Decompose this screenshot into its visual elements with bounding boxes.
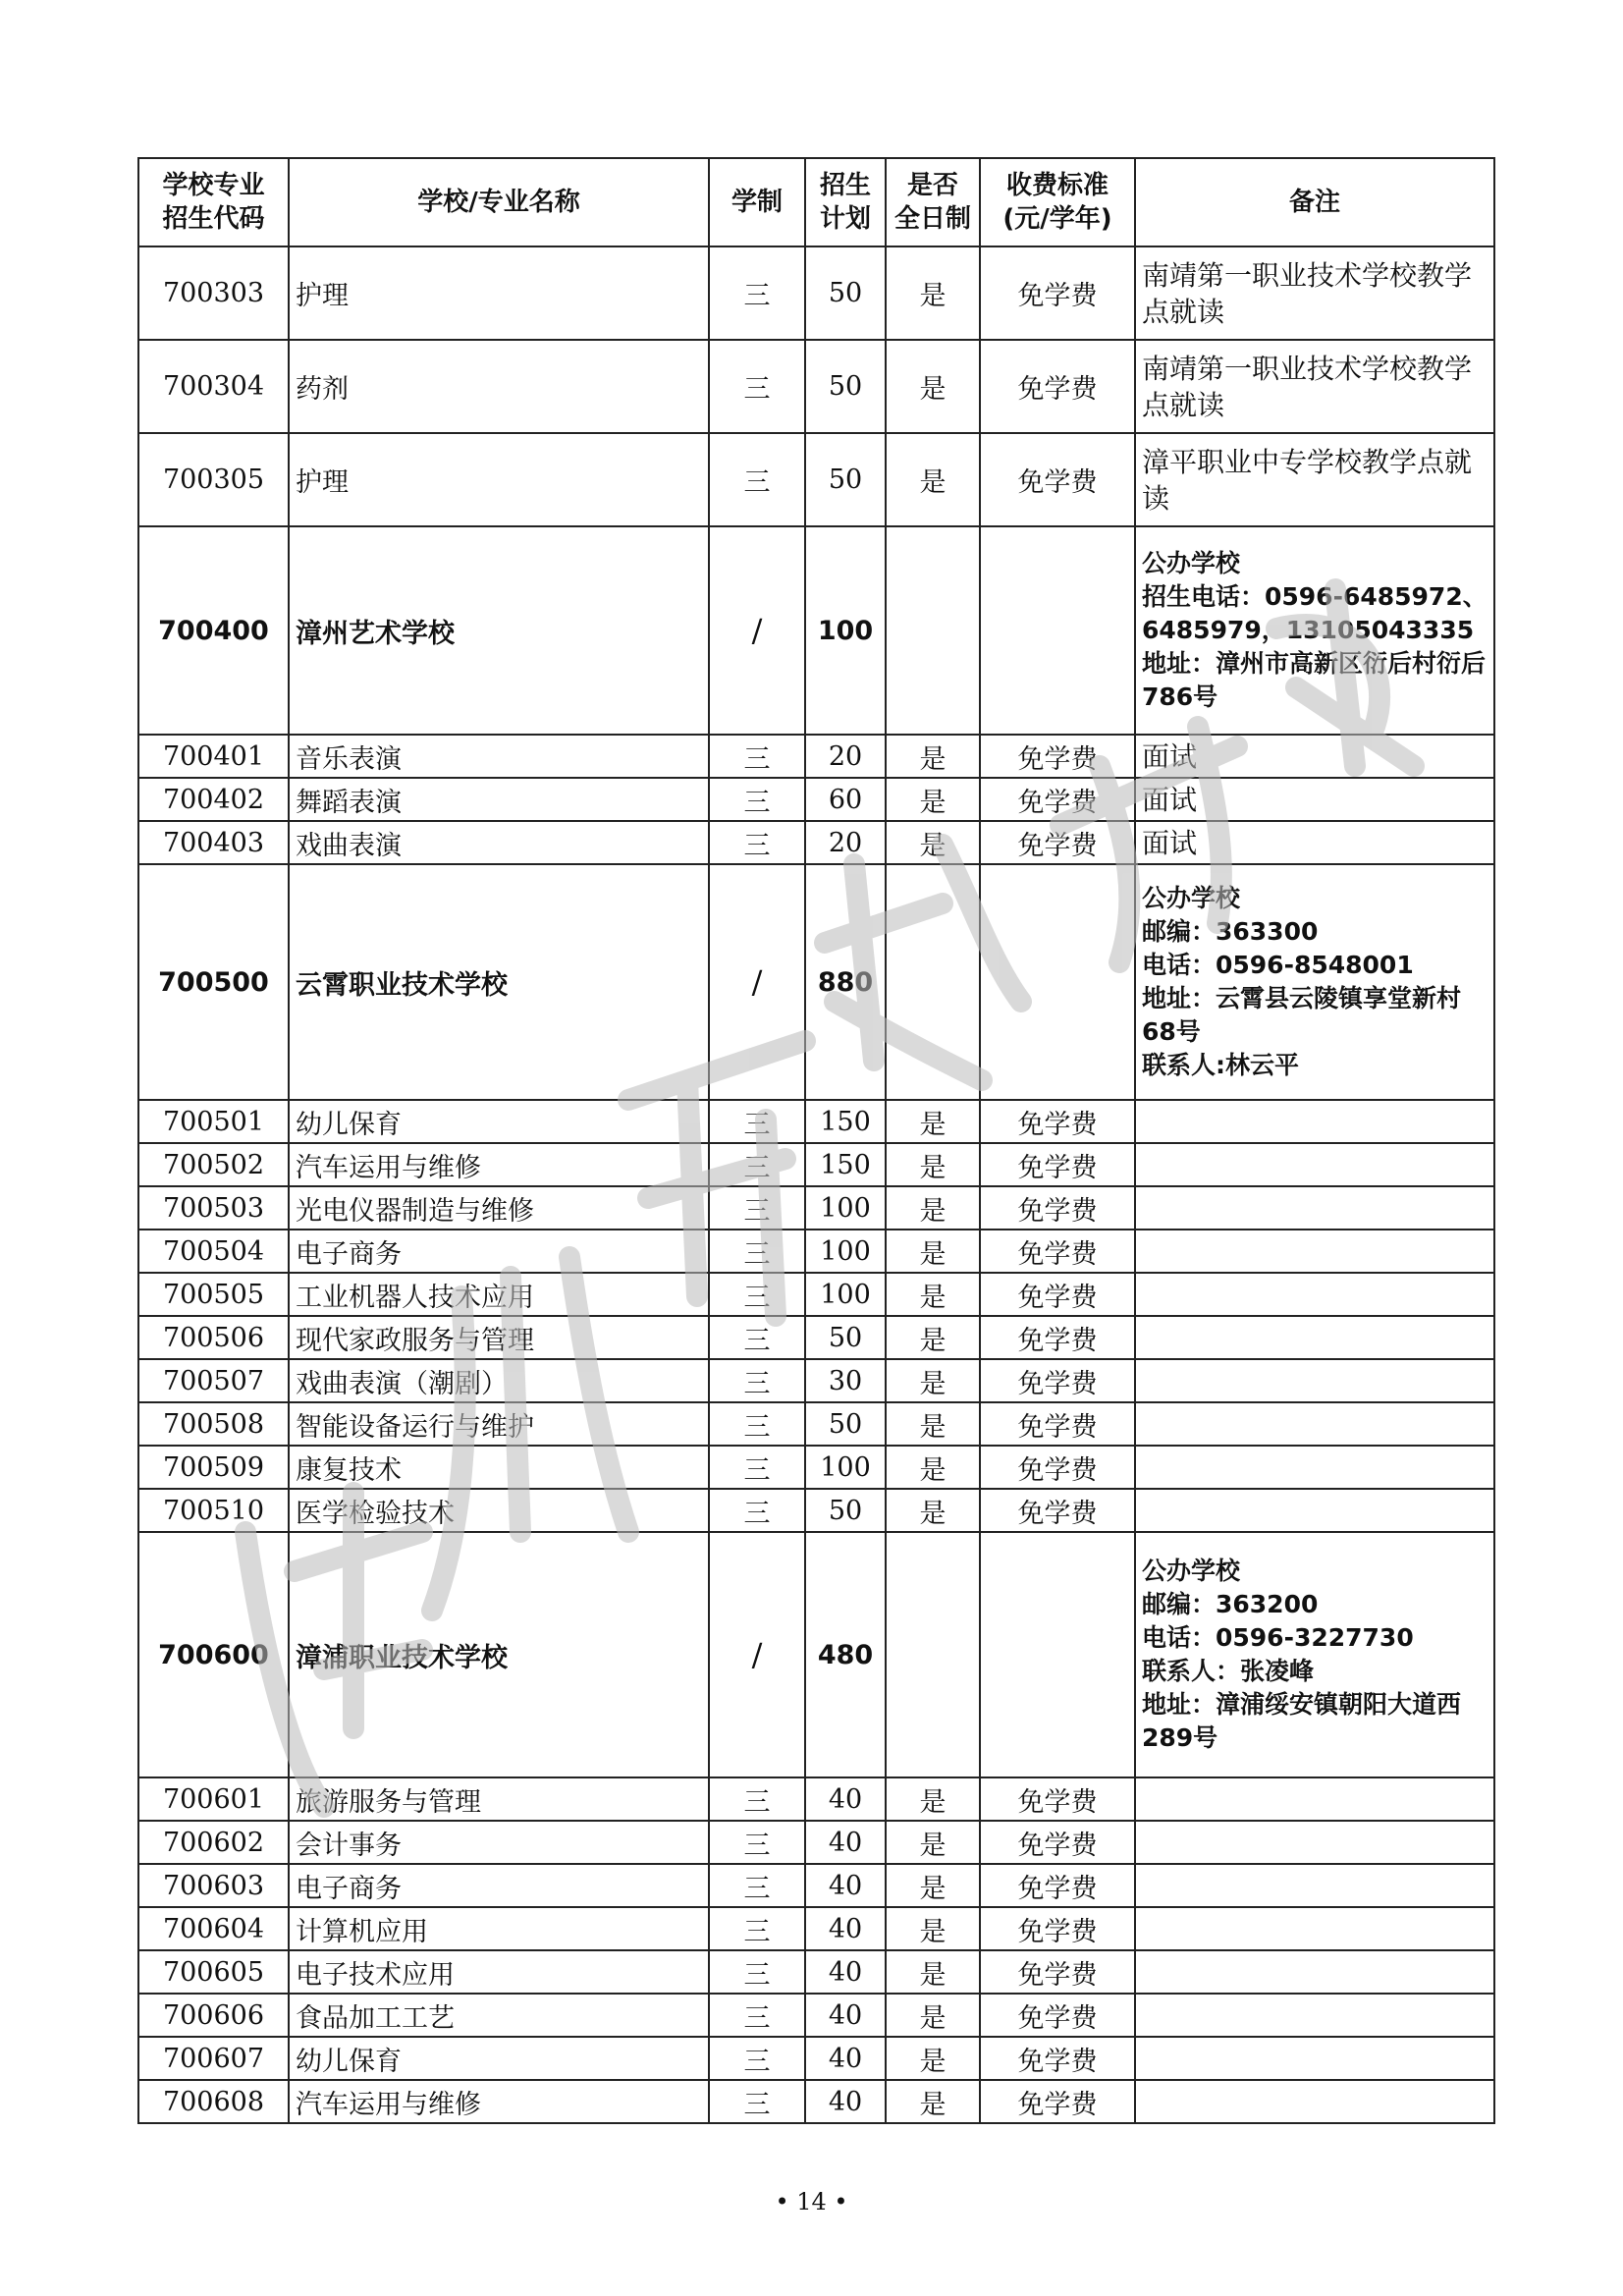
major-note bbox=[1135, 1186, 1494, 1230]
major-fee: 免学费 bbox=[980, 1359, 1135, 1402]
header-years: 学制 bbox=[709, 158, 805, 246]
major-fee: 免学费 bbox=[980, 821, 1135, 864]
major-plan: 50 bbox=[805, 1489, 886, 1532]
major-plan: 40 bbox=[805, 1821, 886, 1864]
major-name: 会计事务 bbox=[289, 1821, 709, 1864]
major-fulltime: 是 bbox=[886, 2080, 980, 2123]
major-plan: 40 bbox=[805, 2037, 886, 2080]
major-years: 三 bbox=[709, 2037, 805, 2080]
major-years: 三 bbox=[709, 1821, 805, 1864]
major-name: 幼儿保育 bbox=[289, 1100, 709, 1143]
major-years: 三 bbox=[709, 340, 805, 433]
major-note bbox=[1135, 1777, 1494, 1821]
major-name: 戏曲表演（潮剧） bbox=[289, 1359, 709, 1402]
major-note bbox=[1135, 1446, 1494, 1489]
major-years: 三 bbox=[709, 1316, 805, 1359]
major-fulltime: 是 bbox=[886, 433, 980, 526]
school-code: 700400 bbox=[138, 526, 289, 735]
major-fulltime: 是 bbox=[886, 246, 980, 340]
major-code: 700401 bbox=[138, 735, 289, 778]
major-code: 700601 bbox=[138, 1777, 289, 1821]
major-code: 700509 bbox=[138, 1446, 289, 1489]
school-note bbox=[1135, 526, 1494, 735]
major-code: 700506 bbox=[138, 1316, 289, 1359]
major-name: 电子商务 bbox=[289, 1864, 709, 1907]
major-name: 戏曲表演 bbox=[289, 821, 709, 864]
table-row bbox=[138, 1446, 1494, 1489]
major-note bbox=[1135, 1907, 1494, 1950]
major-note bbox=[1135, 1316, 1494, 1359]
major-note bbox=[1135, 2080, 1494, 2123]
major-plan: 50 bbox=[805, 340, 886, 433]
major-code: 700510 bbox=[138, 1489, 289, 1532]
major-plan: 40 bbox=[805, 1864, 886, 1907]
header-fulltime: 是否 全日制 bbox=[886, 158, 980, 246]
header-fee: 收费标准 (元/学年) bbox=[980, 158, 1135, 246]
major-fee: 免学费 bbox=[980, 1186, 1135, 1230]
table-row bbox=[138, 1950, 1494, 1994]
major-plan: 40 bbox=[805, 1950, 886, 1994]
major-fulltime: 是 bbox=[886, 1994, 980, 2037]
major-fee: 免学费 bbox=[980, 1402, 1135, 1446]
school-note-line: 公办学校 bbox=[1142, 884, 1241, 912]
major-name: 电子商务 bbox=[289, 1230, 709, 1273]
table-row bbox=[138, 1100, 1494, 1143]
school-row bbox=[138, 1532, 1494, 1777]
major-plan: 40 bbox=[805, 1777, 886, 1821]
major-plan: 40 bbox=[805, 1907, 886, 1950]
major-fulltime: 是 bbox=[886, 1777, 980, 1821]
table-row bbox=[138, 1821, 1494, 1864]
major-name: 现代家政服务与管理 bbox=[289, 1316, 709, 1359]
major-plan: 40 bbox=[805, 2080, 886, 2123]
major-fee: 免学费 bbox=[980, 1100, 1135, 1143]
major-note: 漳平职业中专学校教学点就读 bbox=[1135, 433, 1494, 526]
school-note-line: 公办学校 bbox=[1142, 549, 1241, 577]
major-fulltime: 是 bbox=[886, 1316, 980, 1359]
major-fee: 免学费 bbox=[980, 246, 1135, 340]
table-row bbox=[138, 1994, 1494, 2037]
major-fee: 免学费 bbox=[980, 1821, 1135, 1864]
major-fee: 免学费 bbox=[980, 1273, 1135, 1316]
major-code: 700603 bbox=[138, 1864, 289, 1907]
major-fee: 免学费 bbox=[980, 778, 1135, 821]
major-fulltime: 是 bbox=[886, 1907, 980, 1950]
table-row bbox=[138, 1864, 1494, 1907]
major-fee: 免学费 bbox=[980, 1864, 1135, 1907]
major-years: 三 bbox=[709, 821, 805, 864]
table-row bbox=[138, 1316, 1494, 1359]
major-code: 700608 bbox=[138, 2080, 289, 2123]
major-years: 三 bbox=[709, 1143, 805, 1186]
table-row bbox=[138, 246, 1494, 340]
major-fee: 免学费 bbox=[980, 2037, 1135, 2080]
major-fulltime: 是 bbox=[886, 1186, 980, 1230]
major-note bbox=[1135, 1864, 1494, 1907]
table-row bbox=[138, 2080, 1494, 2123]
major-plan: 150 bbox=[805, 1143, 886, 1186]
school-code: 700600 bbox=[138, 1532, 289, 1777]
major-years: 三 bbox=[709, 1402, 805, 1446]
school-note bbox=[1135, 1532, 1494, 1777]
major-fee: 免学费 bbox=[980, 1230, 1135, 1273]
school-row bbox=[138, 526, 1494, 735]
major-years: 三 bbox=[709, 1359, 805, 1402]
major-years: 三 bbox=[709, 735, 805, 778]
major-name: 汽车运用与维修 bbox=[289, 2080, 709, 2123]
major-fulltime: 是 bbox=[886, 778, 980, 821]
major-years: 三 bbox=[709, 2080, 805, 2123]
major-years: 三 bbox=[709, 1994, 805, 2037]
major-name: 护理 bbox=[289, 246, 709, 340]
major-fee: 免学费 bbox=[980, 1950, 1135, 1994]
major-note bbox=[1135, 1489, 1494, 1532]
major-name: 音乐表演 bbox=[289, 735, 709, 778]
major-note bbox=[1135, 1359, 1494, 1402]
major-code: 700505 bbox=[138, 1273, 289, 1316]
major-plan: 20 bbox=[805, 821, 886, 864]
major-plan: 50 bbox=[805, 1402, 886, 1446]
table-row bbox=[138, 1907, 1494, 1950]
major-code: 700303 bbox=[138, 246, 289, 340]
major-fulltime: 是 bbox=[886, 1402, 980, 1446]
school-code: 700500 bbox=[138, 864, 289, 1100]
school-note-line: 邮编：363300 bbox=[1142, 917, 1319, 946]
major-years: 三 bbox=[709, 1186, 805, 1230]
major-fulltime: 是 bbox=[886, 1359, 980, 1402]
school-note-line: 地址：漳浦绥安镇朝阳大道西289号 bbox=[1142, 1690, 1462, 1752]
major-plan: 100 bbox=[805, 1446, 886, 1489]
major-years: 三 bbox=[709, 1950, 805, 1994]
major-years: 三 bbox=[709, 1446, 805, 1489]
major-name: 药剂 bbox=[289, 340, 709, 433]
header-code: 学校专业 招生代码 bbox=[138, 158, 289, 246]
major-fulltime: 是 bbox=[886, 1950, 980, 1994]
table-row bbox=[138, 1359, 1494, 1402]
school-note-line: 电话：0596-8548001 bbox=[1142, 951, 1414, 979]
major-fee: 免学费 bbox=[980, 1907, 1135, 1950]
major-fee: 免学费 bbox=[980, 1994, 1135, 2037]
major-name: 食品加工工艺 bbox=[289, 1994, 709, 2037]
major-plan: 50 bbox=[805, 433, 886, 526]
major-code: 700502 bbox=[138, 1143, 289, 1186]
school-note-line: 电话：0596-3227730 bbox=[1142, 1623, 1414, 1652]
enrollment-table bbox=[137, 157, 1495, 2124]
major-fulltime: 是 bbox=[886, 340, 980, 433]
school-note bbox=[1135, 864, 1494, 1100]
major-fee: 免学费 bbox=[980, 1446, 1135, 1489]
major-fulltime: 是 bbox=[886, 1230, 980, 1273]
school-note-line: 联系人:林云平 bbox=[1142, 1051, 1299, 1079]
school-fee bbox=[980, 526, 1135, 735]
school-note-line: 公办学校 bbox=[1142, 1557, 1241, 1585]
school-row bbox=[138, 864, 1494, 1100]
school-note-line: 招生电话：0596-6485972、6485979，13105043335 bbox=[1142, 582, 1488, 644]
table-row bbox=[138, 340, 1494, 433]
major-fulltime: 是 bbox=[886, 1489, 980, 1532]
school-note-line: 地址：云霄县云陵镇享堂新村68号 bbox=[1142, 984, 1462, 1046]
school-name: 云霄职业技术学校 bbox=[289, 864, 709, 1100]
major-plan: 100 bbox=[805, 1230, 886, 1273]
major-fulltime: 是 bbox=[886, 1446, 980, 1489]
major-name: 工业机器人技术应用 bbox=[289, 1273, 709, 1316]
major-years: 三 bbox=[709, 1907, 805, 1950]
school-years: / bbox=[709, 864, 805, 1100]
major-plan: 60 bbox=[805, 778, 886, 821]
major-fulltime: 是 bbox=[886, 1821, 980, 1864]
major-note bbox=[1135, 1994, 1494, 2037]
major-plan: 50 bbox=[805, 246, 886, 340]
major-code: 700605 bbox=[138, 1950, 289, 1994]
school-name: 漳浦职业技术学校 bbox=[289, 1532, 709, 1777]
major-name: 护理 bbox=[289, 433, 709, 526]
major-note bbox=[1135, 1100, 1494, 1143]
major-code: 700606 bbox=[138, 1994, 289, 2037]
school-years: / bbox=[709, 1532, 805, 1777]
major-note: 面试 bbox=[1135, 778, 1494, 821]
major-fee: 免学费 bbox=[980, 340, 1135, 433]
school-fee bbox=[980, 864, 1135, 1100]
major-years: 三 bbox=[709, 778, 805, 821]
major-years: 三 bbox=[709, 246, 805, 340]
major-name: 旅游服务与管理 bbox=[289, 1777, 709, 1821]
major-fee: 免学费 bbox=[980, 433, 1135, 526]
table-row bbox=[138, 1273, 1494, 1316]
major-fulltime: 是 bbox=[886, 1143, 980, 1186]
major-note bbox=[1135, 1143, 1494, 1186]
major-plan: 50 bbox=[805, 1316, 886, 1359]
major-code: 700508 bbox=[138, 1402, 289, 1446]
table-row bbox=[138, 778, 1494, 821]
major-fee: 免学费 bbox=[980, 1316, 1135, 1359]
major-note bbox=[1135, 1950, 1494, 1994]
table-header-row bbox=[138, 158, 1494, 246]
major-fulltime: 是 bbox=[886, 1100, 980, 1143]
school-plan: 480 bbox=[805, 1532, 886, 1777]
school-fulltime bbox=[886, 864, 980, 1100]
major-name: 幼儿保育 bbox=[289, 2037, 709, 2080]
table-row bbox=[138, 2037, 1494, 2080]
major-code: 700503 bbox=[138, 1186, 289, 1230]
table-row bbox=[138, 1186, 1494, 1230]
major-note: 南靖第一职业技术学校教学点就读 bbox=[1135, 246, 1494, 340]
header-note: 备注 bbox=[1135, 158, 1494, 246]
major-note bbox=[1135, 1821, 1494, 1864]
table-row bbox=[138, 1230, 1494, 1273]
major-years: 三 bbox=[709, 1777, 805, 1821]
school-fulltime bbox=[886, 526, 980, 735]
major-fulltime: 是 bbox=[886, 821, 980, 864]
major-note: 面试 bbox=[1135, 821, 1494, 864]
major-years: 三 bbox=[709, 1864, 805, 1907]
major-note bbox=[1135, 2037, 1494, 2080]
major-note bbox=[1135, 1402, 1494, 1446]
major-code: 700504 bbox=[138, 1230, 289, 1273]
major-note: 面试 bbox=[1135, 735, 1494, 778]
school-note-line: 联系人：张凌峰 bbox=[1142, 1657, 1315, 1685]
page-number: • 14 • bbox=[775, 2188, 848, 2215]
table-row bbox=[138, 1489, 1494, 1532]
header-plan: 招生 计划 bbox=[805, 158, 886, 246]
major-fee: 免学费 bbox=[980, 2080, 1135, 2123]
major-name: 医学检验技术 bbox=[289, 1489, 709, 1532]
school-fee bbox=[980, 1532, 1135, 1777]
major-name: 电子技术应用 bbox=[289, 1950, 709, 1994]
table-row bbox=[138, 1402, 1494, 1446]
major-years: 三 bbox=[709, 1489, 805, 1532]
major-name: 智能设备运行与维护 bbox=[289, 1402, 709, 1446]
table-row bbox=[138, 1777, 1494, 1821]
school-plan: 100 bbox=[805, 526, 886, 735]
major-fulltime: 是 bbox=[886, 1864, 980, 1907]
major-name: 舞蹈表演 bbox=[289, 778, 709, 821]
major-name: 汽车运用与维修 bbox=[289, 1143, 709, 1186]
major-code: 700304 bbox=[138, 340, 289, 433]
major-fee: 免学费 bbox=[980, 1777, 1135, 1821]
major-code: 700607 bbox=[138, 2037, 289, 2080]
major-name: 计算机应用 bbox=[289, 1907, 709, 1950]
major-plan: 150 bbox=[805, 1100, 886, 1143]
major-fee: 免学费 bbox=[980, 1143, 1135, 1186]
major-name: 康复技术 bbox=[289, 1446, 709, 1489]
major-code: 700604 bbox=[138, 1907, 289, 1950]
major-code: 700602 bbox=[138, 1821, 289, 1864]
major-plan: 100 bbox=[805, 1273, 886, 1316]
major-code: 700507 bbox=[138, 1359, 289, 1402]
school-name: 漳州艺术学校 bbox=[289, 526, 709, 735]
table-row bbox=[138, 821, 1494, 864]
major-name: 光电仪器制造与维修 bbox=[289, 1186, 709, 1230]
major-plan: 100 bbox=[805, 1186, 886, 1230]
major-code: 700305 bbox=[138, 433, 289, 526]
major-plan: 20 bbox=[805, 735, 886, 778]
school-note-line: 邮编：363200 bbox=[1142, 1590, 1319, 1618]
major-fee: 免学费 bbox=[980, 735, 1135, 778]
school-fulltime bbox=[886, 1532, 980, 1777]
major-years: 三 bbox=[709, 433, 805, 526]
major-note bbox=[1135, 1273, 1494, 1316]
school-years: / bbox=[709, 526, 805, 735]
major-fulltime: 是 bbox=[886, 1273, 980, 1316]
major-plan: 30 bbox=[805, 1359, 886, 1402]
major-fee: 免学费 bbox=[980, 1489, 1135, 1532]
major-fulltime: 是 bbox=[886, 735, 980, 778]
table-row bbox=[138, 1143, 1494, 1186]
table-row bbox=[138, 433, 1494, 526]
major-code: 700403 bbox=[138, 821, 289, 864]
major-fulltime: 是 bbox=[886, 2037, 980, 2080]
major-years: 三 bbox=[709, 1273, 805, 1316]
major-code: 700402 bbox=[138, 778, 289, 821]
major-years: 三 bbox=[709, 1230, 805, 1273]
major-note bbox=[1135, 1230, 1494, 1273]
school-note-line: 地址：漳州市高新区衍后村衍后786号 bbox=[1142, 649, 1487, 711]
major-code: 700501 bbox=[138, 1100, 289, 1143]
header-name: 学校/专业名称 bbox=[289, 158, 709, 246]
school-plan: 880 bbox=[805, 864, 886, 1100]
major-years: 三 bbox=[709, 1100, 805, 1143]
major-note: 南靖第一职业技术学校教学点就读 bbox=[1135, 340, 1494, 433]
table-row bbox=[138, 735, 1494, 778]
major-plan: 40 bbox=[805, 1994, 886, 2037]
